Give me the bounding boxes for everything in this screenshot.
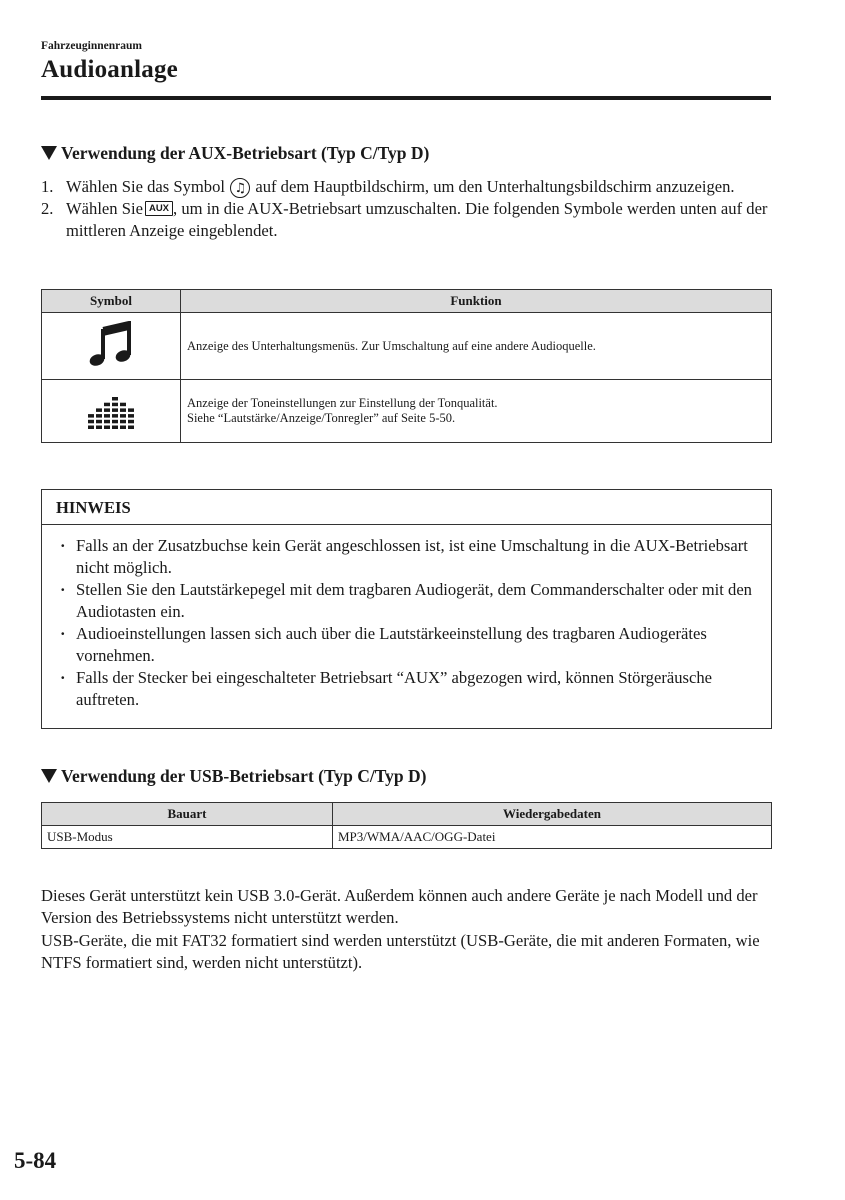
table-header-row <box>42 803 772 826</box>
equalizer-segment <box>88 426 94 430</box>
equalizer-segment <box>96 408 102 412</box>
function-line: Anzeige des Unterhaltungsmenüs. Zur Umschaltung auf eine andere Audioquelle. <box>187 338 596 353</box>
music-note-icon: ♫ <box>230 178 250 198</box>
table-row <box>42 380 772 443</box>
table-cell: MP3/WMA/AAC/OGG-Datei <box>333 826 772 849</box>
aux-heading-text: Verwendung der AUX-Betriebsart (Typ C/Typ D) <box>61 143 430 163</box>
usb-paragraph: USB-Geräte, die mit FAT32 formatiert sind werden unterstützt (USB-Geräte, die mit anderen Formaten, wie NTFS formatiert sind, werden nicht unterstützt). <box>41 931 760 973</box>
equalizer-segment <box>112 414 118 418</box>
column-header-wiedergabedaten: Wiedergabedaten <box>333 803 772 826</box>
equalizer-segment <box>120 414 126 418</box>
step-text-before: Wählen Sie das Symbol <box>66 177 226 196</box>
equalizer-segment <box>88 414 94 418</box>
equalizer-icon <box>87 387 135 431</box>
equalizer-segment <box>96 420 102 424</box>
equalizer-segment <box>88 420 94 424</box>
function-cell <box>181 313 772 380</box>
equalizer-segment <box>128 414 134 418</box>
hint-item: · Falls an der Zusatzbuchse kein Gerät angeschlossen ist, ist eine Umschaltung in die AUX-Betriebsart nicht möglich. <box>60 535 771 579</box>
function-line: Siehe “Lautstärke/Anzeige/Tonregler” auf Seite 5-50. <box>187 411 456 425</box>
symbol-cell <box>42 313 181 380</box>
symbol-cell <box>42 380 181 443</box>
equalizer-segment <box>128 426 134 430</box>
equalizer-segment <box>128 420 134 424</box>
hint-item: · Audioeinstellungen lassen sich auch über die Lautstärkeeinstellung des tragbaren Audiogerätes vornehmen. <box>60 623 771 667</box>
equalizer-segment <box>112 420 118 424</box>
equalizer-segment <box>104 408 110 412</box>
step-number: 1. <box>41 177 54 196</box>
usb-paragraph: Dieses Gerät unterstützt kein USB 3.0-Gerät. Außerdem können auch andere Geräte je nach Modell und der Version des Betriebssystems nicht unterstützt werden. <box>41 886 758 928</box>
function-cell <box>181 380 772 443</box>
hint-item: · Stellen Sie den Lautstärkepegel mit dem tragbaren Audiogerät, dem Commanderschalter oder mit den Audiotasten ein. <box>60 579 771 623</box>
aux-key-icon: AUX <box>145 201 173 216</box>
table-row <box>42 826 772 849</box>
usb-table <box>41 802 772 849</box>
hint-title: HINWEIS <box>42 490 771 525</box>
equalizer-segment <box>112 426 118 430</box>
hint-box <box>41 489 772 729</box>
column-header-funktion: Funktion <box>181 290 772 313</box>
equalizer-segment <box>96 426 102 430</box>
page-number: 5-84 <box>14 1148 57 1173</box>
column-header-symbol: Symbol <box>42 290 181 313</box>
music-note-icon <box>89 321 133 367</box>
equalizer-segment <box>112 397 118 401</box>
equalizer-segment <box>120 420 126 424</box>
step-text-before: Wählen Sie <box>66 199 143 218</box>
step-1 <box>41 176 776 198</box>
equalizer-segment <box>104 426 110 430</box>
title-rule <box>41 96 771 100</box>
equalizer-segment <box>104 420 110 424</box>
equalizer-segment <box>120 403 126 407</box>
symbol-table <box>41 289 772 443</box>
triangle-bullet-icon <box>41 146 57 160</box>
equalizer-segment <box>104 414 110 418</box>
table-row <box>42 313 772 380</box>
equalizer-segment <box>120 426 126 430</box>
hint-item: · Falls der Stecker bei eingeschalteter Betriebsart “AUX” abgezogen wird, können Störgeräusche auftreten. <box>60 667 771 711</box>
step-text-after: , um in die AUX-Betriebsart umzuschalten. Die folgenden Symbole werden unten auf der mittleren Anzeige eingeblendet. <box>66 199 768 240</box>
triangle-bullet-icon <box>41 769 57 783</box>
aux-steps-list <box>41 176 776 242</box>
function-line: Anzeige der Toneinstellungen zur Einstellung der Tonqualität. <box>187 396 498 410</box>
usb-section-heading <box>41 766 426 787</box>
page-title: Audioanlage <box>41 56 178 83</box>
table-header-row <box>42 290 772 313</box>
aux-section-heading <box>41 143 429 164</box>
step-2 <box>41 198 776 242</box>
hint-list <box>42 525 771 711</box>
equalizer-segment <box>112 408 118 412</box>
column-header-bauart: Bauart <box>42 803 333 826</box>
table-cell: USB-Modus <box>42 826 333 849</box>
equalizer-segment <box>104 403 110 407</box>
equalizer-segment <box>120 408 126 412</box>
step-number: 2. <box>41 199 54 218</box>
usb-heading-text: Verwendung der USB-Betriebsart (Typ C/Typ D) <box>61 766 427 786</box>
equalizer-segment <box>96 414 102 418</box>
equalizer-segment <box>112 403 118 407</box>
section-label: Fahrzeuginnenraum <box>41 40 142 52</box>
step-text-after: auf dem Hauptbildschirm, um den Unterhaltungsbildschirm anzuzeigen. <box>255 177 735 196</box>
equalizer-segment <box>128 408 134 412</box>
